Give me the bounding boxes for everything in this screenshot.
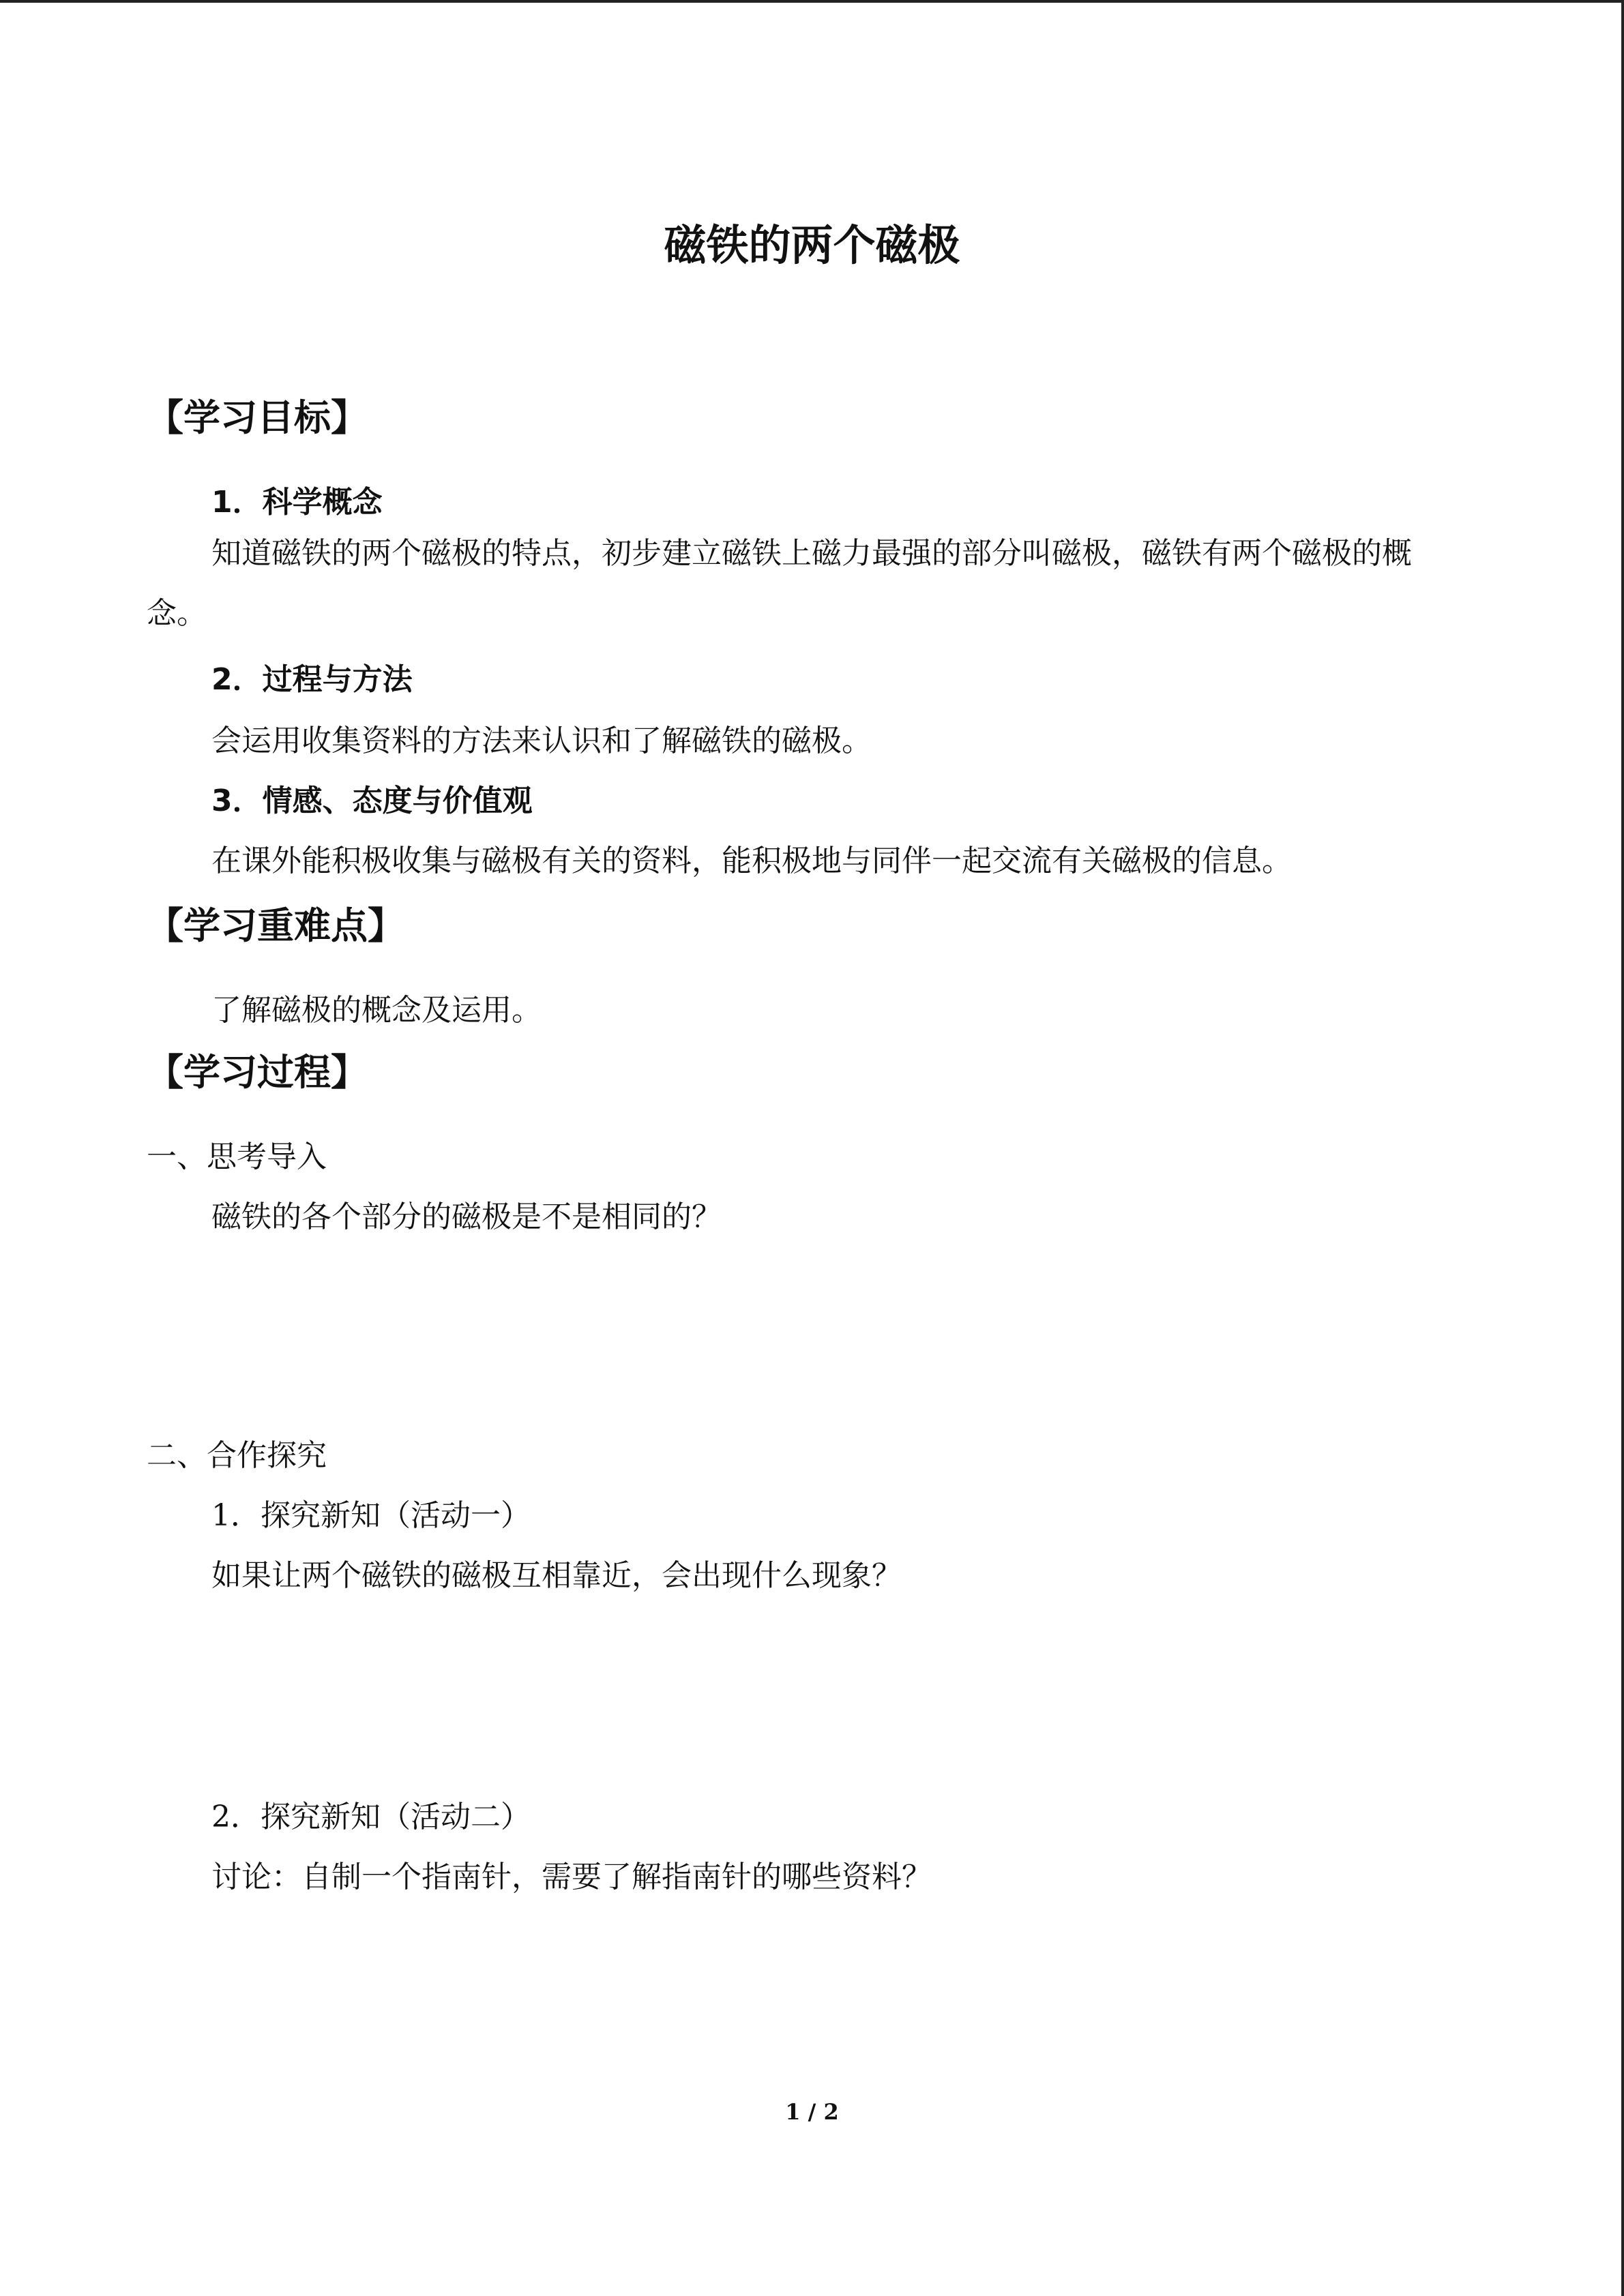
objective-2-text: 会运用收集资料的方法来认识和了解磁铁的磁极。 [211, 724, 872, 758]
heading-objectives: 【学习目标】 [147, 396, 368, 439]
heading-process: 【学习过程】 [147, 1051, 368, 1094]
objective-2-label: 2．过程与方法 [211, 662, 413, 697]
activity1-question: 如果让两个磁铁的磁极互相靠近，会出现什么现象？ [211, 1558, 902, 1593]
activity1-label: 1．探究新知（活动一） [211, 1498, 531, 1533]
part1-question: 磁铁的各个部分的磁极是不是相同的？ [211, 1199, 722, 1234]
page-top-border [0, 0, 1624, 3]
part2-title: 二、合作探究 [147, 1438, 327, 1473]
part1-title: 一、思考导入 [147, 1139, 327, 1174]
page-right-border [1621, 0, 1624, 2296]
activity2-label: 2．探究新知（活动二） [211, 1800, 531, 1834]
key-points-text: 了解磁极的概念及运用。 [211, 993, 542, 1028]
heading-key-points: 【学习重难点】 [147, 904, 404, 947]
objective-3-label: 3．情感、态度与价值观 [211, 784, 533, 818]
objective-1-label: 1．科学概念 [211, 485, 383, 520]
document-title: 磁铁的两个磁极 [664, 220, 960, 270]
objective-1-text: 知道磁铁的两个磁极的特点，初步建立磁铁上磁力最强的部分叫磁极，磁铁有两个磁极的概念。 [147, 536, 1412, 631]
objective-3-text: 在课外能积极收集与磁极有关的资料，能积极地与同伴一起交流有关磁极的信息。 [211, 844, 1292, 878]
page-number: 1 / 2 [785, 2099, 839, 2125]
activity2-question: 讨论：自制一个指南针，需要了解指南针的哪些资料？ [211, 1860, 932, 1894]
